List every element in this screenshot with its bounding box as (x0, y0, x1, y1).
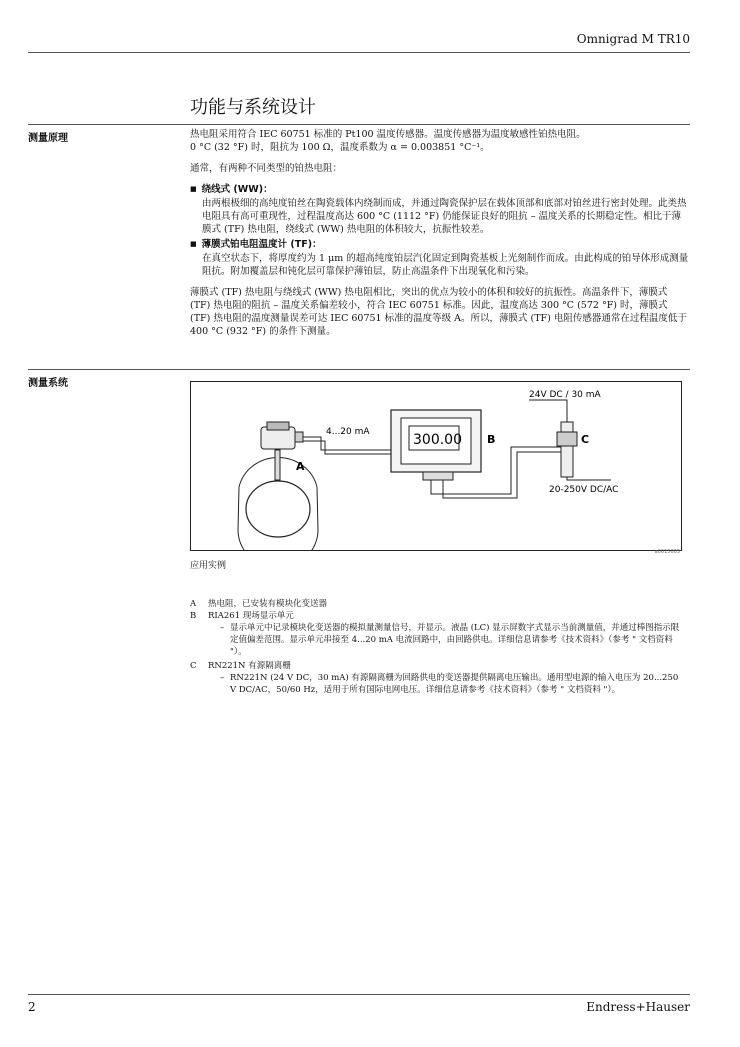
legend-letter: C (190, 661, 197, 671)
label-measuring-principle: 测量原理 (28, 133, 68, 144)
section-rule-system (28, 369, 690, 370)
sensor-cap (267, 422, 289, 430)
legend-item-a (190, 598, 680, 610)
label-b: B (487, 433, 496, 446)
legend-item-b (190, 610, 680, 622)
section-rule-principle (28, 124, 690, 125)
pipe-clamp-left (238, 487, 239, 530)
figure-caption: 应用实例 (190, 561, 227, 571)
section-title: 功能与系统设计 (190, 97, 316, 118)
legend-letter: A (190, 599, 197, 609)
display-glands (423, 472, 453, 480)
footer-brand: Endress+Hauser (586, 1000, 690, 1014)
principle-paragraph-1 (190, 128, 690, 154)
tf-text: 在真空状态下，将厚度约为 1 μm 的超高纯度铂层汽化固定到陶瓷基板上光刻制作而成。由此构成的铂导体形成测量阻抗。附加覆盖层和钝化层可靠保护薄铂层，防止高温条件下出现氧化和污染。 (202, 253, 689, 277)
label-a: A (296, 460, 305, 473)
principle-p1-line2: 0 °C (32 °F) 时，阻抗为 100 Ω，温度系数为 α = 0.003851 °C⁻¹。 (190, 142, 490, 153)
signal-label: 4...20 mA (326, 427, 370, 437)
figure-id: a0015005 (654, 549, 680, 555)
label-measuring-system: 测量系统 (28, 378, 68, 389)
ac-supply-label: 20-250V DC/AC (549, 485, 619, 495)
dc-supply-label: 24V DC / 30 mA (529, 390, 601, 400)
legend-title: 热电阻，已安装有模块化变送器 (208, 599, 328, 609)
principle-paragraph-3: 薄膜式 (TF) 热电阻与绕线式 (WW) 热电阻相比，突出的优点为较小的体积和较好的抗振性。高温条件下，薄膜式 (TF) 热电阻的阻抗 – 温度关系偏差较小，符合 IEC 60751 标准。因此，温度高达 300 °C (572 °F) 时，薄膜式 (TF) 热电阻的温度测量误差可达 IEC 60751 标准的温度等级 A。所以，薄膜式 (TF) 电阻传感器通常在过程温度低于 400 °C (932 °F) 的条件下测量。 (190, 287, 687, 337)
loop-wire-2 (303, 441, 391, 454)
barrier-terminal (557, 432, 577, 446)
document-header-title: Omnigrad M TR10 (576, 32, 690, 46)
legend-title: RIA261 现场显示单元 (208, 611, 294, 621)
application-figure (190, 381, 682, 551)
principle-body (190, 128, 690, 346)
pipe-clamp-right (317, 487, 318, 530)
pipe-outline (246, 481, 310, 537)
legend-detail: 显示单元中记录模块化变送器的模拟量测量信号，并显示。液晶 (LC) 显示屏数字式显示当前测量值，并通过棒图指示限定值偏差范围。显示单元串接至 4...20 mA 电流回路中，由回路供电。详细信息请参考《技术资料》（参考 " 文档资料 "）。 (230, 623, 680, 657)
footer-rule (28, 994, 690, 995)
barrier-body (561, 422, 573, 477)
page-number: 2 (28, 1000, 36, 1014)
label-c: C (581, 433, 590, 446)
legend-item-c (190, 660, 680, 672)
ww-text: 由两根极细的高纯度铂丝在陶瓷载体内绕制而成，并通过陶瓷保护层在载体顶部和底部对铂丝进行密封处理。此类热电阻具有高可重现性，过程温度高达 600 °C (1112 °F) 仍能保证良好的阻抗 – 温度关系的长期稳定性。相比于薄膜式 (TF) 热电阻，绕线式 (WW) 热电阻的体积较大，抗振性较差。 (202, 198, 687, 235)
sensor-stem (275, 450, 280, 480)
legend-detail-c: – RN221N (24 V DC，30 mA) 有源隔离栅为回路供电的变送器提供隔离电压输出。通用型电源的输入电压为 20...250 V DC/AC，50/60 Hz，适用于所有国际电网电压。详细信息请参考《技术资料》（参考 " 文档资料 "）。 (220, 673, 679, 695)
ww-title: ■ 绕线式 (WW)： (190, 183, 690, 197)
legend-detail-b: – 显示单元中记录模块化变送器的模拟量测量信号，并显示。液晶 (LC) 显示屏数字式显示当前测量值，并通过棒图指示限定值偏差范围。显示单元串接至 4...20 mA 电流回路中，由回路供电。详细信息请参考《技术资料》（参考 " 文档资料 "）。 (220, 623, 680, 657)
figure-legend (190, 598, 680, 696)
legend-detail: RN221N (24 V DC，30 mA) 有源隔离栅为回路供电的变送器提供隔离电压输出。通用型电源的输入电压为 20...250 V DC/AC，50/60 Hz，适用于所有国际电网电压。详细信息请参考《技术资料》（参考 " 文档资料 "）。 (230, 673, 679, 695)
loop-wire-1 (303, 437, 391, 450)
sensor-gland (295, 432, 303, 442)
principle-intro: 通常，有两种不同类型的铂热电阻： (190, 163, 343, 174)
dc-supply-wire (529, 400, 567, 422)
tf-title: ■ 薄膜式铂电阻温度计 (TF)： (190, 238, 690, 252)
ac-supply-wire (567, 477, 611, 480)
system-diagram (191, 382, 681, 550)
legend-title: RN221N 有源隔离栅 (208, 661, 291, 671)
legend-letter: B (190, 611, 197, 621)
principle-p1-line1: 热电阻采用符合 IEC 60751 标准的 Pt100 温度传感器。温度传感器为温度敏感性铂热电阻。 (190, 129, 586, 140)
header-rule (28, 52, 690, 53)
display-value: 300.00 (413, 432, 462, 448)
